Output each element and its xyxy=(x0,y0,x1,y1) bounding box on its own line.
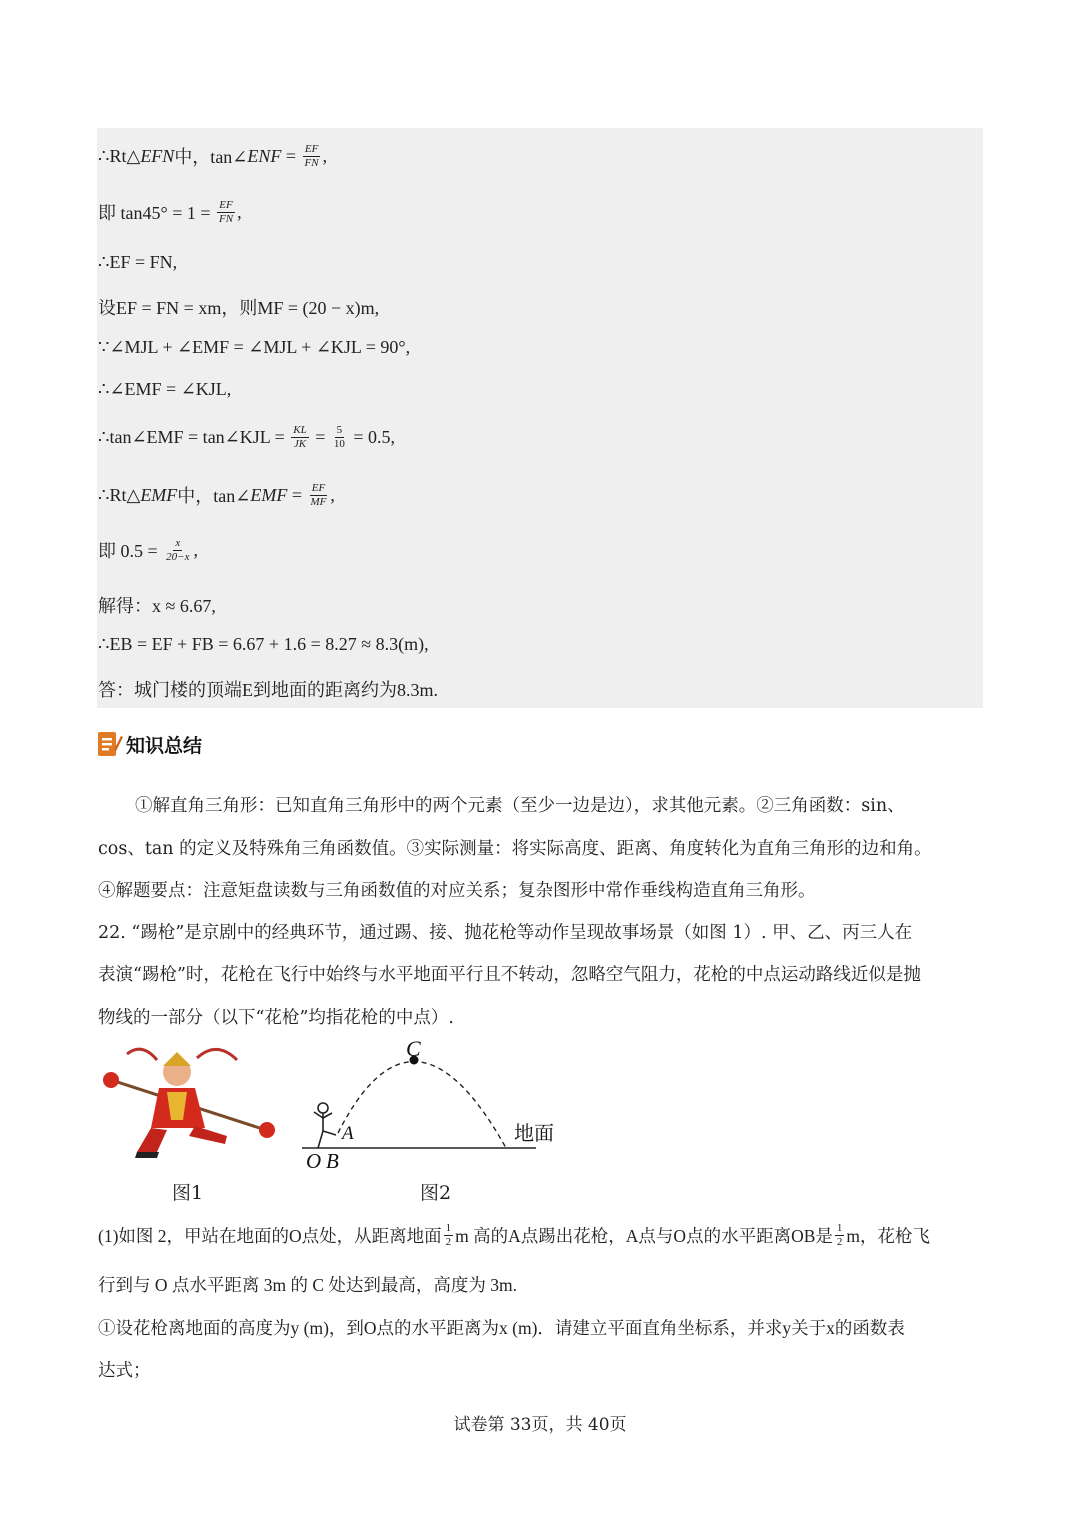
solution-line-7: ∴tan∠EMF = tan∠KJL = $\frac{KL}{JK}$ = $\frac{5}{10}$ = 0.5, xyxy=(98,424,396,450)
solution-line-3: ∴EF = FN, xyxy=(98,252,178,272)
problem-line-1: 22. “踢枪”是京剧中的经典环节，通过踢、接、抛花枪等动作呈现故事场景（如图 1）. 甲、乙、丙三人在 xyxy=(98,923,913,943)
fraction: $\frac{5}{10}$ xyxy=(333,424,345,450)
solution-line-4: 设EF = FN = xm，则MF = (20 − x)m, xyxy=(98,298,380,318)
summary-line-2: cos、tan 的定义及特殊角三角函数值。③实际测量：将实际高度、距离、角度转化为直角三角形的边和角。 xyxy=(98,839,932,859)
fraction: $\frac{EF}{FN}$ xyxy=(219,199,234,225)
stick-figure xyxy=(314,1103,336,1148)
solution-line-8: ∴Rt△ EMF 中，tan∠ EMF = $\frac{EF}{MF}$ , xyxy=(98,482,335,508)
summary-line-3: ④解题要点：注意矩盘读数与三角函数值的对应关系；复杂图形中常作垂线构造直角三角形。 xyxy=(98,881,816,901)
label-a: A xyxy=(342,1123,354,1144)
fraction: $\frac{1}{2}$ xyxy=(836,1222,843,1248)
section-heading xyxy=(97,730,202,758)
solution-line-5: ∵∠MJL + ∠EMF = ∠MJL + ∠KJL = 90°, xyxy=(98,337,411,357)
notebook-icon xyxy=(97,730,123,758)
fraction: $\frac{x}{20-x}$ xyxy=(166,537,190,563)
parabola-diagram xyxy=(298,1035,554,1175)
question-line-1: (1)如图 2，甲站在地面的O点处，从距离地面 $\frac{1}{2}$ m 高的A点踢出花枪，A点与O点的水平距离OB是 $\frac{1}{2}$ m，花枪飞 xyxy=(98,1222,931,1248)
section-heading-label: 知识总结 xyxy=(126,734,203,757)
opera-performer-image xyxy=(97,1040,282,1160)
fraction: $\frac{KL}{JK}$ xyxy=(293,424,307,450)
fraction: $\frac{EF}{MF}$ xyxy=(310,482,327,508)
solution-line-11: ∴EB = EF + FB = 6.67 + 1.6 = 8.27 ≈ 8.3(m), xyxy=(98,634,429,654)
label-o: O xyxy=(306,1149,322,1173)
solution-line-6: ∴∠EMF = ∠KJL, xyxy=(98,379,232,399)
figure-2-caption: 图2 xyxy=(420,1182,452,1204)
solution-line-10: 解得：x ≈ 6.67, xyxy=(98,596,216,616)
fraction: $\frac{1}{2}$ xyxy=(445,1222,452,1248)
question-line-4: 达式； xyxy=(98,1360,151,1380)
label-ground: 地面 xyxy=(514,1121,554,1145)
fraction: $\frac{EF}{FN}$ xyxy=(304,143,319,169)
trajectory-curve xyxy=(338,1062,506,1148)
label-b: B xyxy=(326,1149,339,1173)
solution-line-1: ∴Rt△ EFN 中，tan∠ ENF = $\frac{EF}{FN}$ , xyxy=(98,143,328,169)
question-line-3: ①设花枪离地面的高度为y (m)，到O点的水平距离为x (m)．请建立平面直角坐标系，并求y关于x的函数表 xyxy=(98,1318,905,1338)
problem-line-2: 表演“踢枪”时，花枪在飞行中始终与水平地面平行且不转动，忽略空气阻力，花枪的中点运动路线近似是抛 xyxy=(98,965,921,985)
solution-line-9: 即 0.5 = $\frac{x}{20-x}$ , xyxy=(98,537,198,563)
solution-line-2: 即 tan45° = 1 = $\frac{EF}{FN}$ , xyxy=(98,199,242,225)
summary-line-1: ①解直角三角形：已知直角三角形中的两个元素（至少一边是边），求其他元素。②三角函数：sin、 xyxy=(135,796,905,816)
question-line-2: 行到与 O 点水平距离 3m 的 C 处达到最高，高度为 3m. xyxy=(98,1275,518,1295)
problem-line-3: 物线的一部分（以下“花枪”均指花枪的中点）. xyxy=(98,1008,454,1028)
solution-line-12: 答：城门楼的顶端E到地面的距离约为8.3m. xyxy=(98,680,438,700)
label-c: C xyxy=(406,1036,421,1061)
figure-1-caption: 图1 xyxy=(172,1182,204,1204)
page-footer: 试卷第 33页，共 40页 xyxy=(453,1415,627,1435)
